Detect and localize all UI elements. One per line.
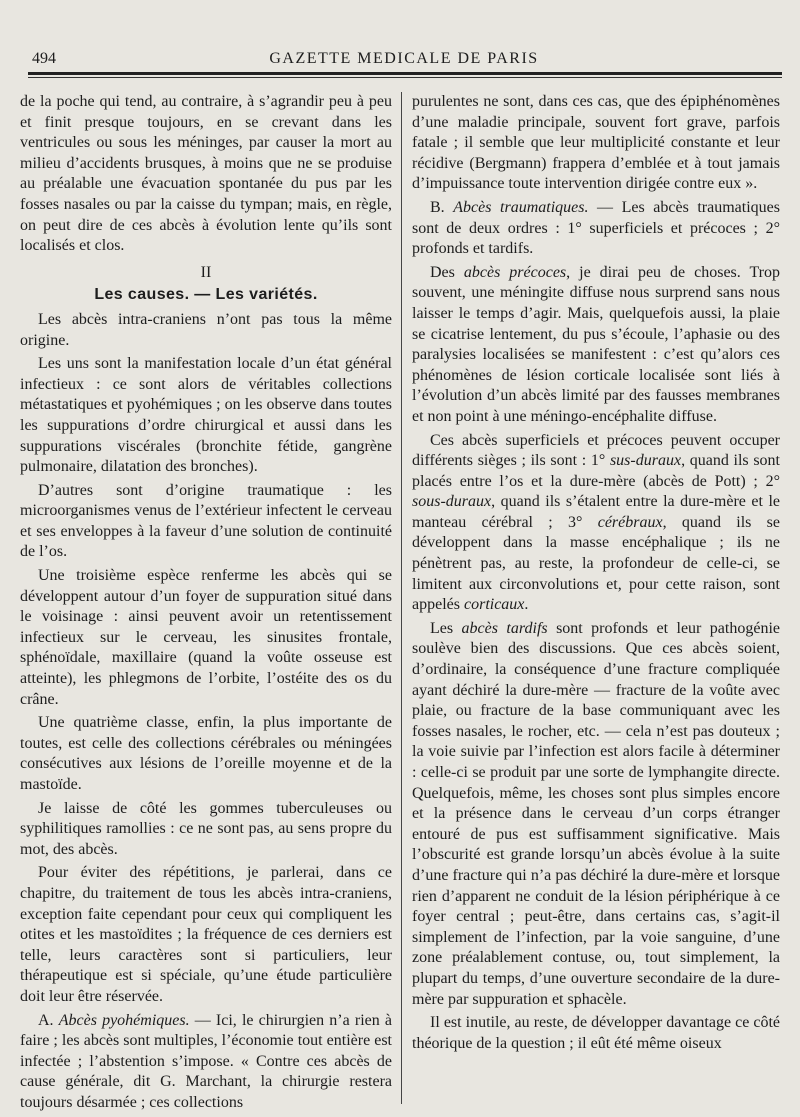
paragraph: [412, 263, 780, 428]
paragraph-text: — Ici, le chirurgien n’a rien à faire ; les abcès sont multiples, l’économie tout entière est infectée ; l’abstention s’impose. « Contre ces abcès de cause générale, dit G. Marchant, la chirurgie restera toujours désarmée ; ces collections: [20, 1011, 392, 1111]
emphasis: abcès précoces: [463, 263, 567, 281]
section-title: Les causes. — Les variétés.: [94, 286, 318, 304]
text-run: sont profonds et leur pathogénie soulève bien des discussions. Que ces abcès soient, d’ordinaire, la conséquence d’une fracture compliquée ayant déchiré la dure-mère — fracture de la voûte avec plaie, ou fracture de la base communiquant avec les fosses nasales, le rocher, etc. — cela n’est pas douteux ; la voie suivie par l’infection est alors facile à déterminer : celle-ci se produit par une sorte de lymphangite directe. Quelquefois, même, les choses sont plus simples encore et la présence dans le cerveau d’un corps étranger entouré de pus est suffisamment significative. Mais l’obscurité est grande lorsqu’un abcès évolue à la suite d’une fracture qui n’a pas déchiré la dure-mère et lorsque rien d’apparent ne conduit de la lésion périphérique à ce foyer central ; peut-être, dans certains cas, s’agit-il simplement de l’infection, par la voie sanguine, d’une zone préalablement contuse, ou, tout simplement, la plupart du temps, d’une ouverture secondaire de la dure-mère par suppuration et sphacèle.: [412, 619, 781, 1008]
paragraph-traumatic: [412, 198, 780, 260]
paragraph-pyohemic: [20, 1011, 392, 1114]
paragraph: [412, 431, 780, 616]
page-number: 494: [32, 50, 56, 67]
text-run: .: [524, 596, 529, 614]
emphasis: corticaux: [463, 596, 525, 614]
right-column: [412, 92, 780, 1057]
paragraph: Je laisse de côté les gommes tuberculeuses ou syphilitiques ramollies : ce ne sont pas, au sens propre du mot, des abcès.: [20, 799, 392, 858]
paragraph-text: — Les abcès traumatiques sont de deux ordres : 1° superficiels et précoces ; 2° profonds et tardifs.: [412, 198, 781, 258]
text-run: , je dirai peu de choses. Trop souvent, une méningite diffuse nous surprend sans nous laisser le temps d’agir. Mais, quelquefois aussi, la plaie se cicatrise lentement, du pus s’écoule, l’aphasie ou des paralysies localisées se manifestent : c’est qu’alors ces phénomènes de lésion corticale localisée sont liés à l’évolution d’un abcès limité par des fausses membranes et non point à une méningo-encéphalite diffuse.: [412, 263, 781, 425]
header-rule-thin: [28, 77, 782, 78]
subsection-heading: Abcès traumatiques.: [453, 198, 589, 216]
paragraph: Pour éviter des répétitions, je parlerai, dans ce chapitre, du traitement de tous les abcès intra-craniens, exception faite cependant pour ceux qui compliquent les otites et les mastoïdites ; la fréquence de ces derniers est telle, leurs caractères sont si particuliers, leur thérapeutique est si spéciale, qu’une étude particulière doit leur être réservée.: [20, 864, 392, 1005]
paragraph: [412, 619, 780, 1010]
text-run: , quand ils s’étalent entre la dure-mère et le manteau cérébral ; 3°: [412, 493, 780, 531]
page-header: [28, 48, 780, 72]
paragraph: Une quatrième classe, enfin, la plus importante de toutes, est celle des collections cérébrales ou méningées consécutives aux lésions de l’oreille moyenne et de la mastoïde.: [20, 714, 392, 793]
subsection-heading: Abcès pyohémiques.: [58, 1011, 190, 1029]
left-column: [20, 92, 392, 1117]
paragraph: Les uns sont la manifestation locale d’un état général infectieux : ce sont alors de véritables collections métastatiques et pyohémiques ; on les observe dans toutes les suppurations d’ordre chirurgical et aussi dans les suppurations viscérales (bronchite fétide, gangrène pulmonaire, dilatation des bronches).: [20, 355, 392, 476]
paragraph: de la poche qui tend, au contraire, à s’agrandir peu à peu et finit presque toujours, en se crevant dans les ventricules ou sous les méninges, par causer la mort au milieu d’accidents brusques, à moins que ne se produise au préalable une évacuation spontanée du pus par les fosses nasales ou par la caisse du tympan; mais, en règle, on peut dire de ces abcès à évolution lente qu’ils sont localisés et clos.: [20, 93, 392, 255]
paragraph: D’autres sont d’origine traumatique : les microorganismes venus de l’extérieur infectent le cerveau et ses enveloppes à la faveur d’une solution de continuité de l’os.: [20, 481, 392, 561]
emphasis: abcès tardifs: [461, 619, 548, 637]
paragraph: Les abcès intra-craniens n’ont pas tous la même origine.: [20, 310, 392, 349]
column-divider: [401, 92, 402, 1104]
text-run: Les: [430, 619, 462, 637]
paragraph: Une troisième espèce renferme les abcès qui se développent autour d’un foyer de suppuration situé dans le voisinage : ainsi peuvent avoir un retentissement infectieux sur le cerveau, les sinusites frontale, sphénoïdale, maxillaire (quand la voûte osseuse est atteinte), les phlegmons de l’orbite, l’ostéite des os du crâne.: [20, 567, 392, 708]
running-title: GAZETTE MEDICALE DE PARIS: [269, 50, 539, 67]
emphasis: cérébraux: [597, 513, 663, 531]
subsection-letter: A.: [38, 1011, 54, 1029]
text-run: , quand ils se développent dans la masse encéphalique ; ils ne pénètrent pas, au reste, la profondeur de celle-ci, se limitent aux circonvolutions et, pour cette raison, sont appelés: [412, 513, 781, 614]
text-run: Ces abcès superficiels et précoces peuvent occuper différents sièges ; ils sont : 1°: [412, 431, 780, 470]
section-number: II: [200, 263, 212, 281]
paragraph: purulentes ne sont, dans ces cas, que des épiphénomènes d’une maladie principale, souvent fort grave, parfois fatale ; il semble que leur multiplicité constante et leur récidive (Bergmann) frappera d’emblée et à tout jamais d’impuissance toute intervention dirigée contre eux ».: [412, 93, 780, 193]
text-run: , quand ils sont placés entre l’os et la dure-mère (abcès de Pott) ; 2°: [412, 452, 780, 490]
emphasis: sus-duraux: [609, 452, 682, 470]
text-run: Des: [430, 263, 464, 281]
paragraph: Il est inutile, au reste, de développer davantage ce côté théorique de la question ; il eût été même oiseux: [412, 1014, 780, 1052]
emphasis: sous-duraux: [412, 493, 492, 511]
subsection-letter: B.: [430, 198, 445, 216]
header-rule-thick: [28, 72, 782, 75]
